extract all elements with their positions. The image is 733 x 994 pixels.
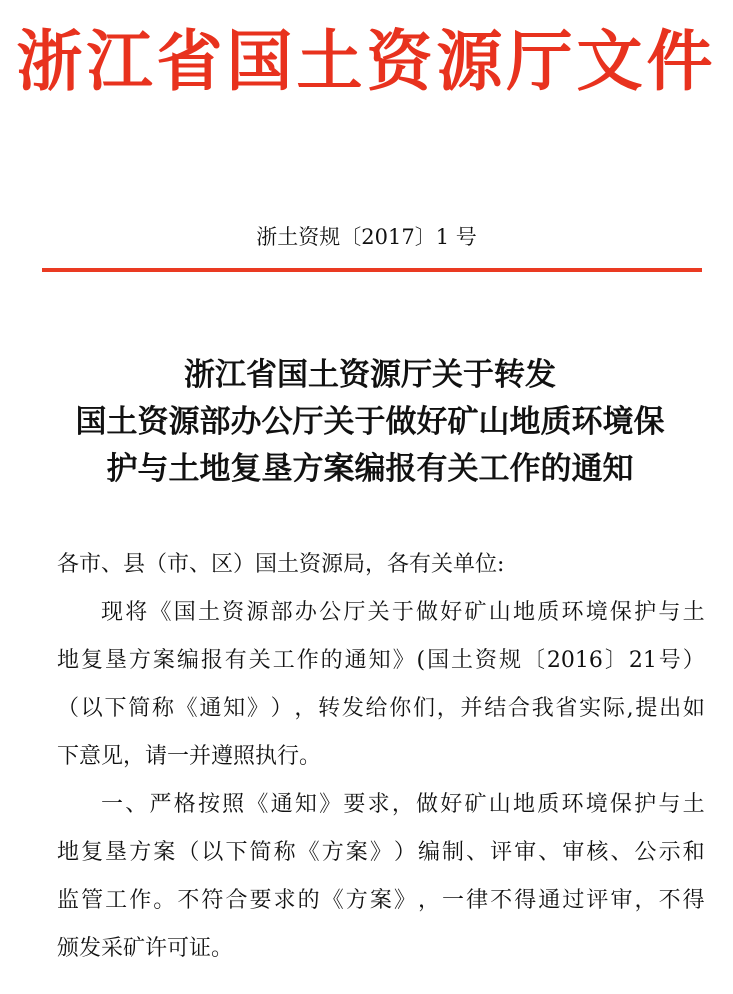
title-line-3: 护与土地复垦方案编报有关工作的通知 — [106, 451, 634, 487]
document-body — [57, 541, 705, 973]
document-masthead: 浙江省国土资源厅文件 — [16, 23, 717, 100]
paragraph-line: 地 复 垦 方 案 编 报 有 关 工 作 的 通 知 》 ( 国 土 资 规 〔 2016 〕 21 号 ） — [57, 648, 705, 673]
salutation: 各市、县（市、区）国土资源局，各有关单位: — [57, 552, 505, 577]
paragraph-line: 监 管 工 作 。 不 符 合 要 求 的 《 方 案 》 ， 一 律 不 得 通 过 评 审 ， 不 得 — [57, 888, 705, 913]
paragraph-line: （ 以 下 简 称 《 通 知 》 ） ， 转 发 给 你 们 ， 并 结 合 我 省 实 际 , 提 出 如 — [57, 696, 705, 721]
document-title — [40, 352, 700, 493]
paragraph-line: 颁发采矿许可证。 — [57, 936, 234, 961]
red-divider-line — [42, 268, 702, 272]
title-line-1: 浙江省国土资源厅关于转发 — [184, 357, 556, 393]
paragraph-2 — [57, 781, 705, 973]
paragraph-line: 地 复 垦 方 案 （ 以 下 简 称 《 方 案 》 ） 编 制 、 评 审 、 审 核 、 公 示 和 — [57, 840, 705, 865]
title-line-2: 国土资源部办公厅关于做好矿山地质环境保 — [75, 404, 665, 440]
paragraph-line: 下意见，请一并遵照执行。 — [57, 744, 322, 769]
paragraph-line: 一 、 严 格 按 照 《 通 知 》 要 求 ， 做 好 矿 山 地 质 环 境 保 护 与 土 — [101, 792, 705, 817]
document-number: 浙土资规〔2017〕1 号 — [256, 225, 477, 249]
paragraph-1 — [57, 589, 705, 781]
paragraph-line: 现 将 《 国 土 资 源 部 办 公 厅 关 于 做 好 矿 山 地 质 环 境 保 护 与 土 — [101, 600, 705, 625]
